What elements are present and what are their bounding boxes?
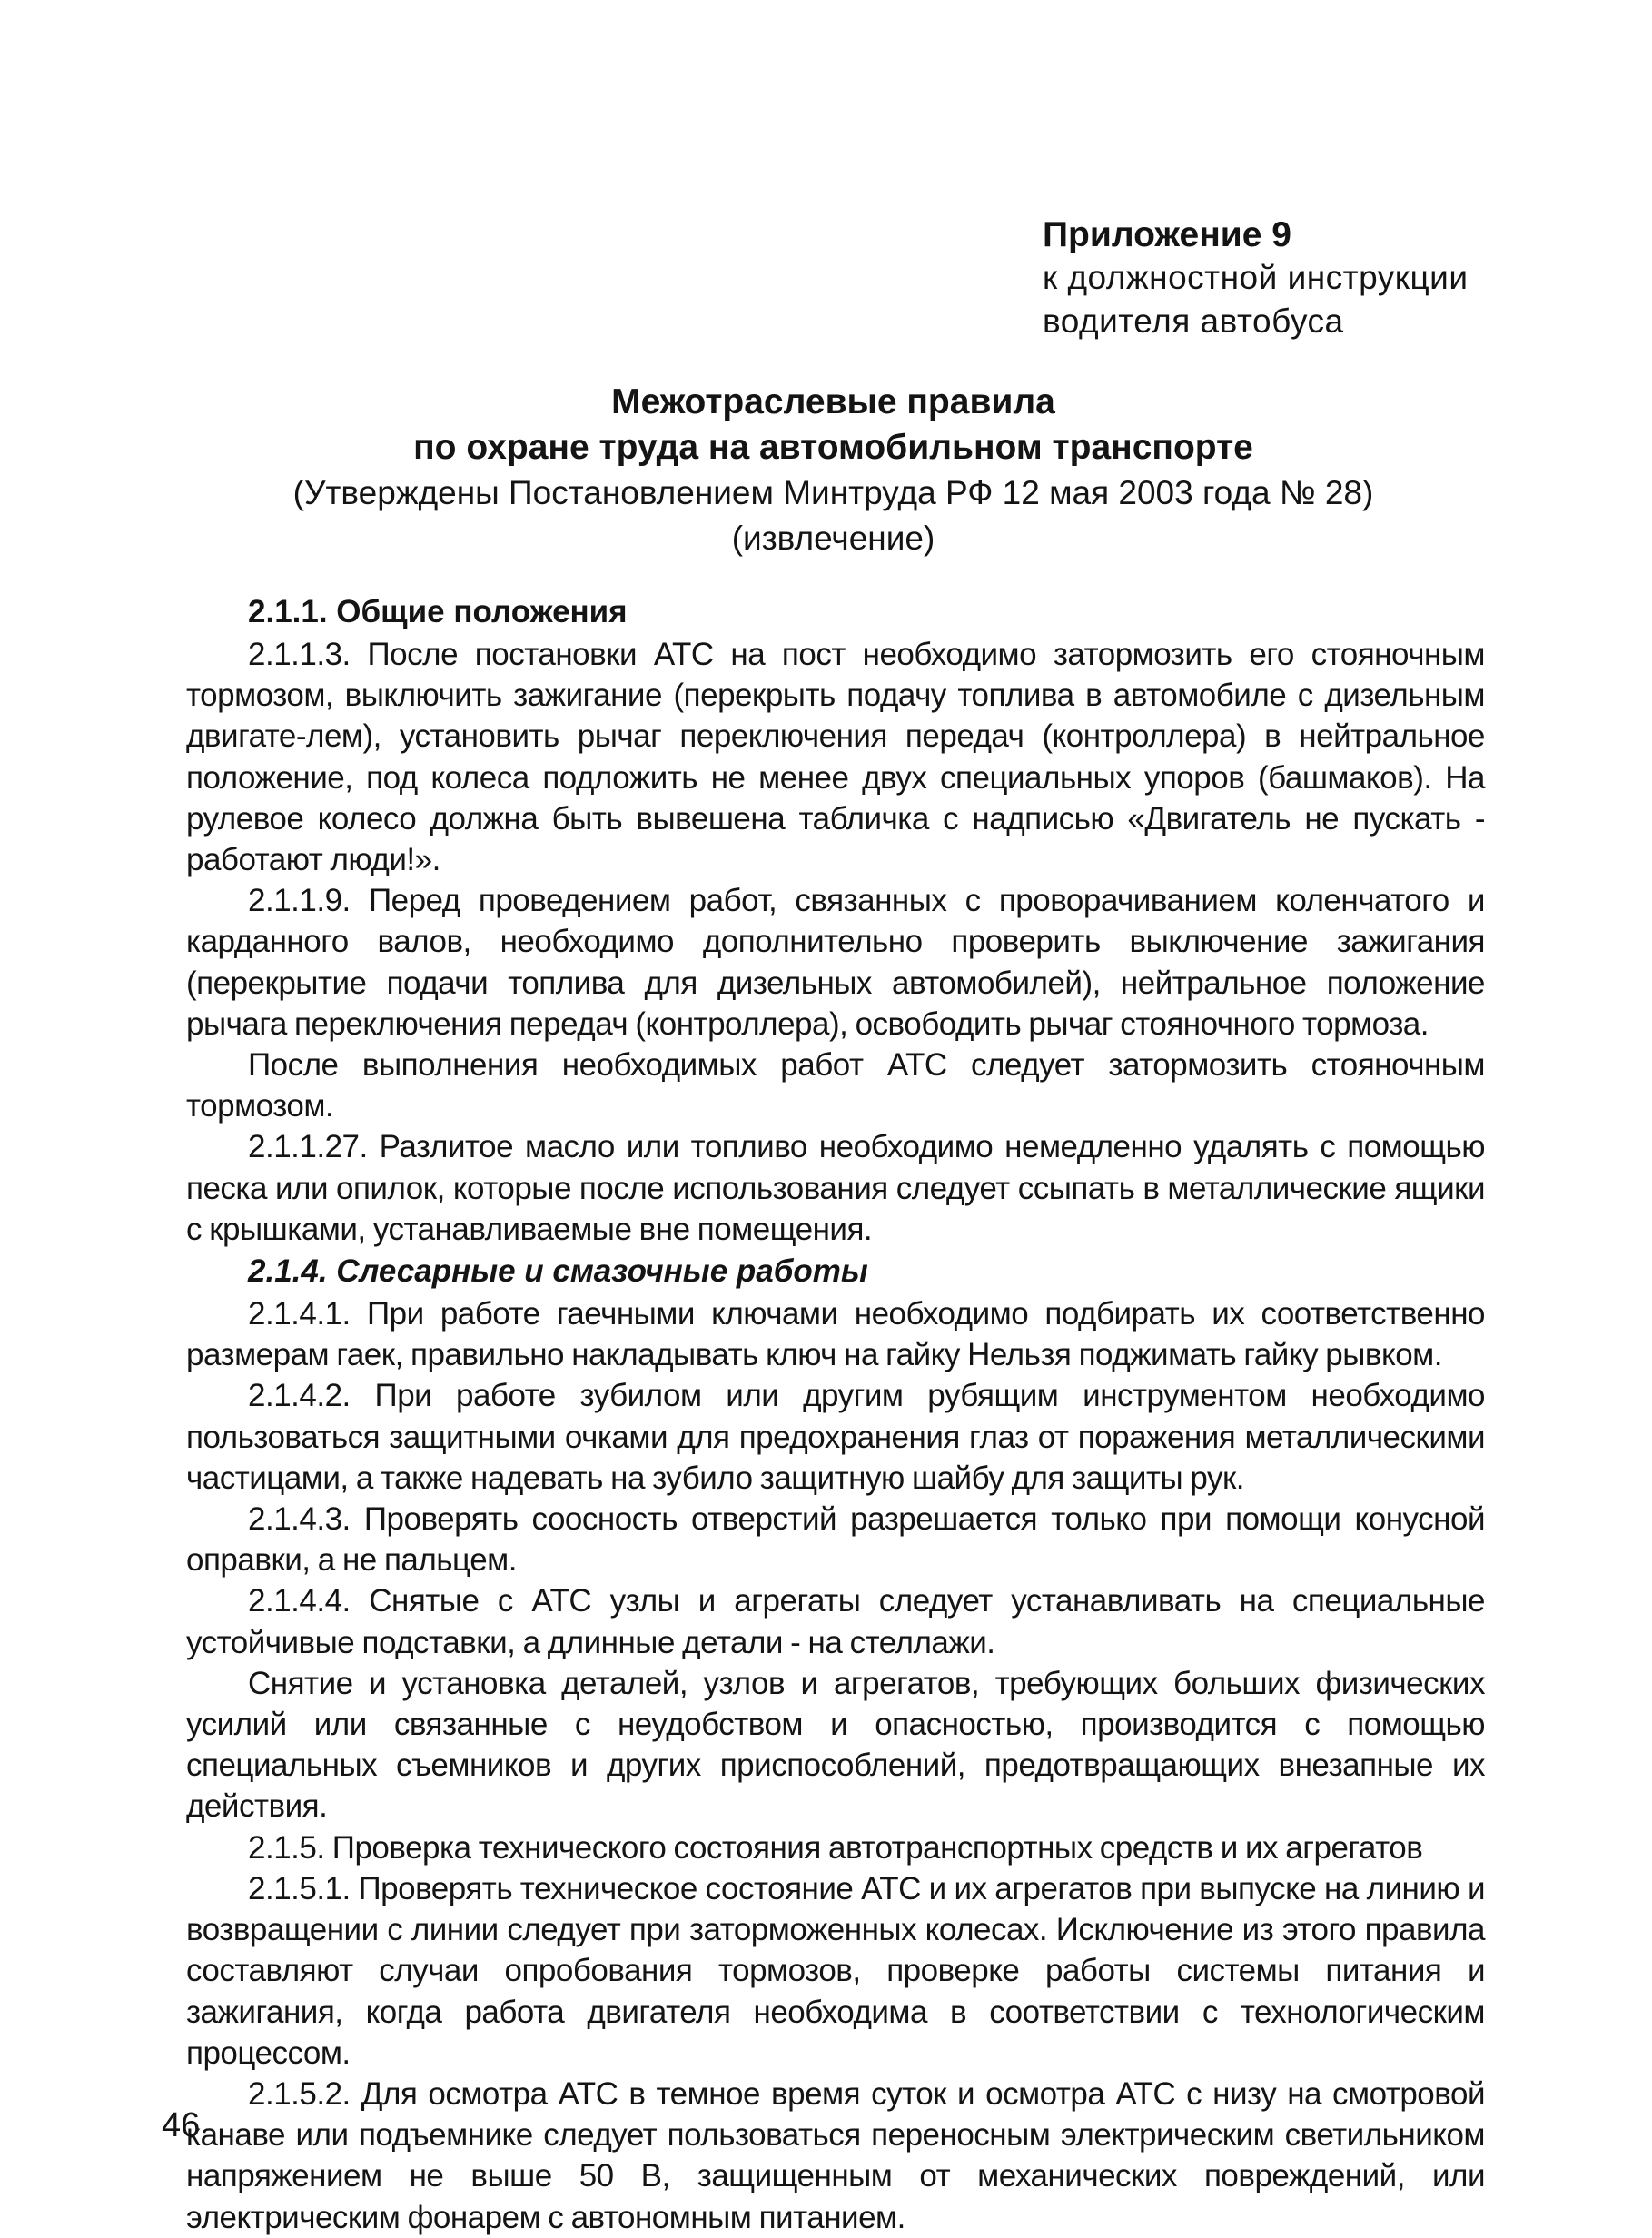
paragraph-2-1-1-3: 2.1.1.3. После постановки АТС на пост необходимо затормозить его стояночным тормозом, выключить зажигание (перекрыть подачу топлива в автомобиле с дизельным двигате-лем), установить рычаг переключения передач (контроллера) в нейтральное положение, под колеса подложить не менее двух специальных упоров (башмаков). На рулевое колесо должна быть вывешена табличка с надписью «Двигатель не пускать - работают люди!».	[186, 637, 1485, 878]
annex-subtitle-line2: водителя автобуса	[1043, 302, 1344, 340]
heading-line2: по охране труда на автомобильном транспорте	[413, 428, 1253, 467]
paragraph-2-1-5-2: 2.1.5.2. Для осмотра АТС в темное время суток и осмотра АТС с низу на смотровой канаве или подъемнике следует пользоваться переносным электрическим светильником напряжением не выше 50 В, защищенным от механических повреждений, или электрическим фонарем с автономным питанием.	[186, 2075, 1485, 2235]
heading-line1: Межотраслевые правила	[611, 382, 1055, 421]
paragraph-2-1-1-9: 2.1.1.9. Перед проведением работ, связанных с проворачиванием коленчатого и карданного валов, необходимо дополнительно проверить выключение зажигания (перекрытие подачи топлива для дизельных автомобилей), нейтральное положение рычага переключения передач (контроллера), освободить рычаг стояночного тормоза.	[186, 883, 1485, 1042]
page-number: 46	[162, 2106, 201, 2144]
paragraph-2-1-1-27: 2.1.1.27. Разлитое масло или топливо необходимо немедленно удалять с помощью песка или опилок, которые после использования следует ссыпать в металлические ящики с крышками, устанавливаемые вне помещения.	[186, 1129, 1485, 1247]
paragraph-2-1-5: 2.1.5. Проверка технического состояния автотранспортных средств и их агрегатов	[248, 1829, 1423, 1866]
paragraph-2-1-1-9-cont: После выполнения необходимых работ АТС следует затормозить стояночным тормозом.	[186, 1047, 1485, 1124]
document-body	[186, 590, 1485, 2238]
annex-subtitle-line1: к должностной инструкции	[1043, 259, 1469, 296]
document-heading	[173, 380, 1494, 561]
paragraph-2-1-4-4-cont: Снятие и установка деталей, узлов и агрегатов, требующих больших физических усилий или связанные с неудобством и опасностью, производится с помощью специальных съемников и других приспособлений, предотвращающих внезапные их действия.	[186, 1665, 1485, 1825]
paragraph-2-1-4-3: 2.1.4.3. Проверять соосность отверстий разрешается только при помощи конусной оправки, а не пальцем.	[186, 1501, 1485, 1579]
paragraph-2-1-4-2: 2.1.4.2. При работе зубилом или другим рубящим инструментом необходимо пользоваться защитными очками для предохранения глаз от поражения металлическими частицами, а также надевать на зубило защитную шайбу для защиты рук.	[186, 1378, 1485, 1496]
paragraph-2-1-4-4: 2.1.4.4. Снятые с АТС узлы и агрегаты следует устанавливать на специальные устойчивые подставки, а длинные детали - на стеллажи.	[186, 1583, 1485, 1660]
heading-extract: (извлечение)	[731, 520, 935, 557]
annex-title: Приложение 9	[1043, 215, 1291, 254]
paragraph-2-1-5-1: 2.1.5.1. Проверять техническое состояние АТС и их агрегатов при выпуске на линию и возвращении с линии следует при заторможенных колесах. Исключение из этого правила составляют случаи опробования тормозов, проверке работы системы питания и зажигания, когда работа двигателя необходима в соответствии с технологическим процессом.	[186, 1870, 1485, 2071]
paragraph-2-1-4-1: 2.1.4.1. При работе гаечными ключами необходимо подбирать их соответственно размерам гаек, правильно накладывать ключ на гайку Нельзя поджимать гайку рывком.	[186, 1296, 1485, 1373]
annex-block	[1043, 214, 1624, 343]
heading-approval: (Утверждены Постановлением Минтруда РФ 12 мая 2003 года № 28)	[292, 474, 1374, 511]
section-2-1-1-title: 2.1.1. Общие положения	[248, 594, 628, 629]
section-2-1-4-title: 2.1.4. Слесарные и смазочные работы	[248, 1253, 868, 1290]
